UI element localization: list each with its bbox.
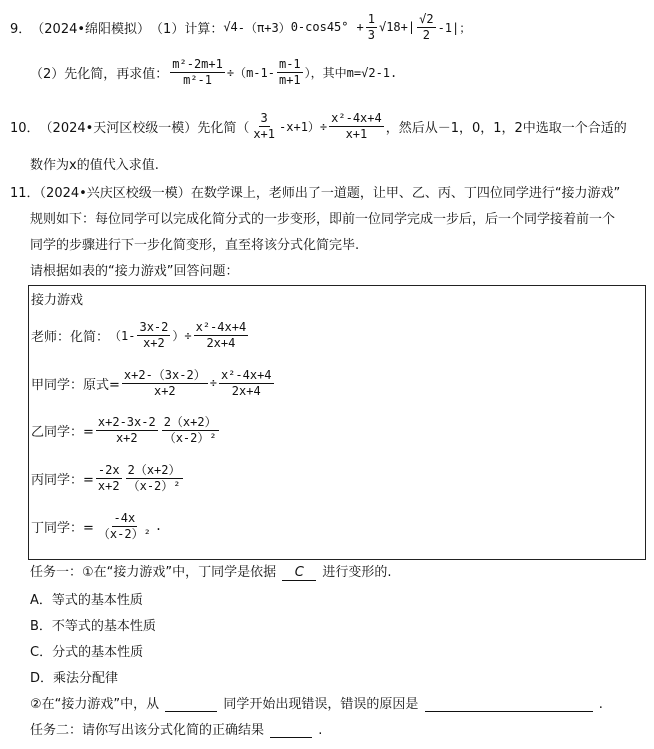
task1-text-b: 进行变形的. — [322, 565, 392, 580]
q9-part2-mid: ÷（m-1- — [226, 65, 275, 80]
q9-part1 — [10, 10, 471, 44]
teacher-open: （1- — [109, 328, 136, 343]
yi-step — [31, 413, 221, 447]
q9-number: 9． — [10, 21, 32, 37]
teacher-label: 老师：化简： — [31, 329, 110, 345]
q10-frac2: $\frac{\text{x²-4x+4}}{x+1}$ — [331, 110, 382, 141]
task1-q2-text-c: . — [598, 697, 603, 712]
q9-part2-frac1: $\frac{\text{m²-2m+1}}{\text{m²-1}}$ — [172, 56, 223, 87]
bing-frac2: $\frac{2(x+2)}{\text{（x-2）²}}$ — [127, 462, 181, 493]
task1-line — [30, 561, 392, 581]
q9-frac-sqrt2-over-2: $\frac{√2}{2}$ — [419, 11, 434, 42]
task1-q2-blank-reason[interactable] — [425, 697, 593, 712]
jia-frac1: $\frac{x+2-(3x-2)}{x+2}$ — [123, 367, 206, 398]
q11-line3: 同学的步骤进行下一步化简变形，直至将该分式化简完毕. — [30, 238, 360, 253]
q11-source: （2024•兴庆区校级一模） — [39, 186, 191, 201]
teacher-frac1: $\frac{3x-2}{x+2}$ — [139, 319, 169, 350]
q9-part2 — [30, 55, 397, 89]
teacher-mid: ）÷ — [172, 328, 192, 343]
ding-label: 丁同学：= — [31, 520, 94, 536]
task1-text-a: 任务一：①在“接力游戏”中，丁同学是依据 — [30, 565, 277, 580]
teacher-step — [31, 318, 250, 352]
task1-q2-text-b: 同学开始出现错误，错误的原因是 — [223, 697, 419, 712]
q9-expr-plus: + — [356, 20, 364, 34]
teacher-frac2: $\frac{\text{x²-4x+4}}{2x+4}$ — [195, 319, 247, 350]
task1-option-b: B．不等式的基本性质 — [30, 619, 156, 634]
q11-line2: 规则如下：每位同学可以完成化简分式的一步变形，即前一位同学完成一步后，后一个同学接着前一个 — [30, 212, 616, 227]
q10-source: （2024•天河区校级一模） — [39, 120, 198, 136]
bing-frac1: $\frac{-2x}{x+2}$ — [97, 462, 120, 493]
q10-text-b: -x+1）÷ — [279, 119, 328, 134]
jia-mid: ÷ — [209, 376, 217, 390]
q9-frac-one-third: $\frac{1}{3}$ — [367, 11, 375, 42]
q9-expr-sqrt18: √18 — [378, 20, 401, 34]
q11-number: 11． — [10, 186, 40, 201]
q10-text-c: ，然后从－1，0，1，2中选取一个合适的 — [385, 120, 627, 136]
yi-label: 乙同学：= — [31, 424, 94, 440]
q9-source: （2024•绵阳模拟） — [31, 21, 151, 37]
q10-number: 10． — [10, 120, 40, 136]
bing-label: 丙同学：= — [31, 472, 94, 488]
q10-line2: 数作为x的值代入求值. — [30, 158, 159, 173]
yi-frac2: $\frac{2(x+2)}{\text{（x-2）²}}$ — [163, 414, 217, 445]
ding-frac1: $\frac{-4x}{\text{（x-2）²}}$ — [97, 510, 151, 541]
q9-part1-label: （1）计算： — [150, 21, 224, 37]
ding-step — [31, 509, 162, 543]
q9-expr-exp0: 0 — [290, 20, 298, 34]
task2-line — [30, 719, 322, 738]
q9-part2-label: （2）先化简，再求值： — [30, 66, 169, 82]
task1-q2-line — [30, 693, 603, 712]
q9-expr-pi: -（π+3） — [237, 20, 291, 35]
task1-option-d: D．乘法分配律 — [30, 671, 119, 686]
task2-text-b: . — [318, 723, 323, 738]
q11-line1 — [10, 182, 620, 201]
task1-q2-blank-student[interactable] — [165, 697, 217, 712]
task2-answer-blank[interactable] — [270, 723, 312, 738]
q9-part2-tail: ），其中m=√2-1. — [304, 65, 398, 80]
task1-option-a: A．等式的基本性质 — [30, 593, 143, 608]
box-title: 接力游戏 — [31, 293, 84, 308]
q10-line1 — [10, 108, 627, 144]
q9-expr-sqrt4: √4 — [223, 20, 238, 34]
q9-part2-frac2: $\frac{m-1}{m+1}$ — [278, 56, 301, 87]
q10-text-a: 先化简（ — [197, 120, 250, 136]
yi-frac1: $\frac{x+2-3x-2}{x+2}$ — [97, 414, 156, 445]
jia-label: 甲同学：原式= — [31, 377, 120, 393]
q11-line1-text: 在数学课上，老师出了一道题，让甲、乙、丙、丁四位同学进行“接力游戏” — [190, 186, 621, 201]
bing-step — [31, 461, 185, 495]
q11-line4: 请根据如表的“接力游戏”回答问题： — [30, 264, 239, 279]
q9-expr-abs-open: +| — [400, 20, 416, 34]
q9-expr-abs-close: -1|； — [437, 20, 472, 35]
q9-expr-cos: -cos45° — [297, 20, 349, 34]
task1-answer-blank[interactable]: C — [282, 565, 316, 581]
task2-text-a: 任务二：请你写出该分式化简的正确结果 — [30, 723, 265, 738]
q10-frac1: $\frac{3}{x+1}$ — [253, 110, 276, 141]
task1-q2-text-a: ②在“接力游戏”中，从 — [30, 697, 160, 712]
task1-option-c: C．分式的基本性质 — [30, 645, 144, 660]
ding-tail: . — [154, 519, 163, 533]
jia-frac2: $\frac{\text{x²-4x+4}}{2x+4}$ — [220, 367, 272, 398]
jia-step — [31, 366, 276, 400]
